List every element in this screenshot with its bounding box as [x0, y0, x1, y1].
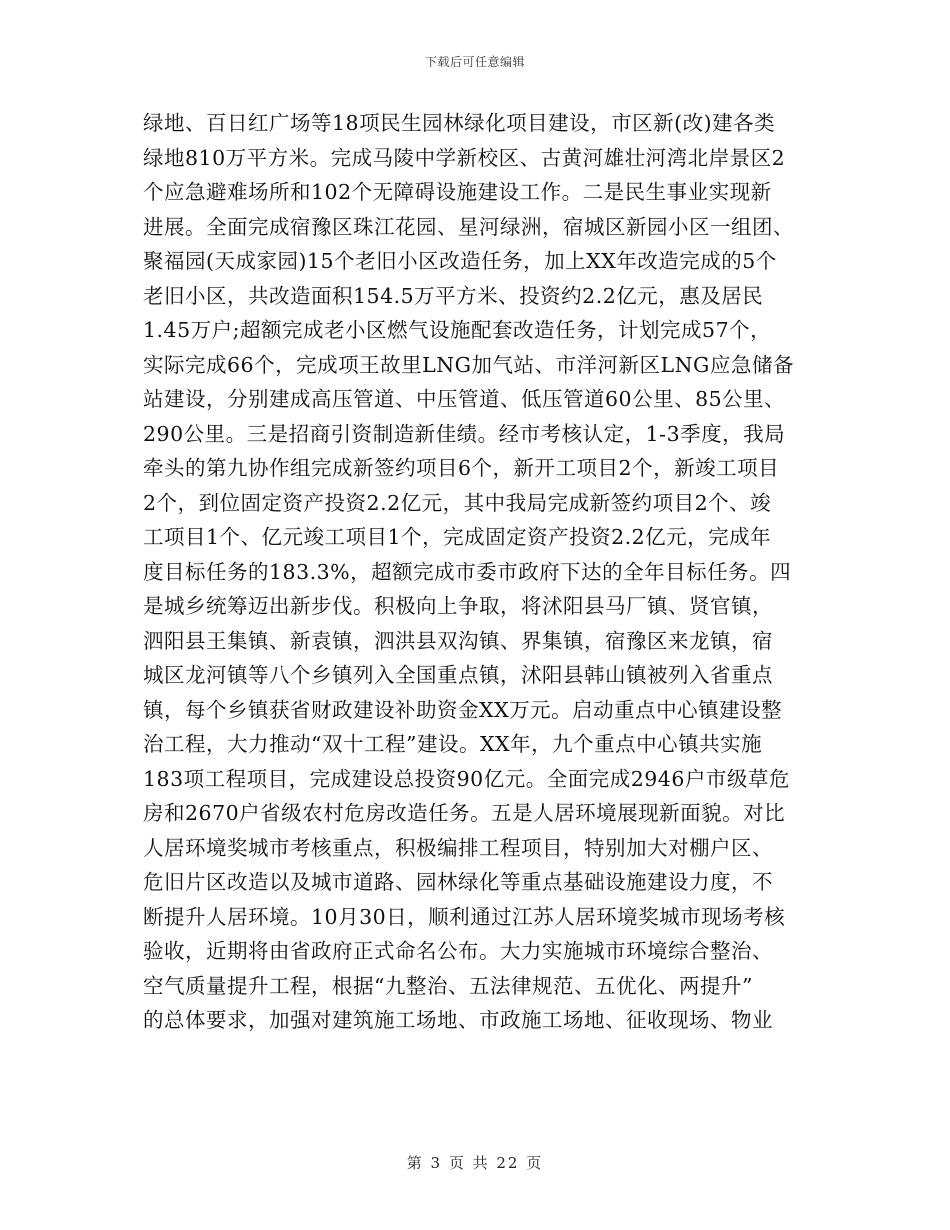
- body-line: 的总体要求，加强对建筑施工场地、市政施工场地、征收现场、物业: [143, 1008, 773, 1032]
- body-line: 站建设，分别建成高压管道、中压管道、低压管道60公里、85公里、: [143, 387, 786, 411]
- body-line: 实际完成66个，完成项王故里LNG加气站、市洋河新区LNG应急储备: [143, 352, 794, 377]
- body-line: 空气质量提升工程，根据“九整治、五法律规范、五优化、两提升”: [143, 973, 753, 998]
- page-header-note: 下载后可任意编辑: [424, 55, 525, 69]
- document-body: [143, 106, 823, 1038]
- body-line: 绿地810万平方米。完成马陵中学新校区、古黄河雄壮河湾北岸景区2: [143, 145, 786, 170]
- body-line: 验收，近期将由省政府正式命名公布。大力实施城市环境综合整治、: [143, 939, 773, 963]
- body-line: 断提升人居环境。10月30日，顺利通过江苏人居环境奖城市现场考核: [143, 904, 786, 929]
- body-line: 2个，到位固定资产投资2.2亿元，其中我局完成新签约项目2个、竣: [143, 490, 772, 515]
- page-number-footer: 第 3 页 共 22 页: [406, 1154, 544, 1172]
- body-line: 老旧小区，共改造面积154.5万平方米、投资约2.2亿元，惠及居民: [143, 283, 764, 308]
- body-line: 危旧片区改造以及城市道路、园林绿化等重点基础设施建设力度，不: [143, 870, 773, 894]
- body-line: 泗阳县王集镇、新袁镇，泗洪县双沟镇、界集镇，宿豫区来龙镇，宿: [143, 628, 773, 653]
- body-line: 290公里。三是招商引资制造新佳绩。经市考核认定，1-3季度，我局: [143, 421, 786, 446]
- body-line: 聚福园(天成家园)15个老旧小区改造任务，加上XX年改造完成的5个: [143, 249, 777, 273]
- body-line: 1.45万户;超额完成老小区燃气设施配套改造任务，计划完成57个，: [143, 318, 772, 342]
- body-line: 治工程，大力推动“双十工程”建设。XX年，九个重点中心镇共实施: [143, 732, 763, 756]
- body-line: 牵头的第九协作组完成新签约项目6个，新开工项目2个，新竣工项目: [143, 456, 780, 480]
- body-line: 绿地、百日红广场等18项民生园林绿化项目建设，市区新(改)建各类: [143, 111, 776, 135]
- body-line: 房和2670户省级农村危房改造任务。五是人居环境展现新面貌。对比: [143, 801, 786, 825]
- body-line: 城区龙河镇等八个乡镇列入全国重点镇，沭阳县韩山镇被列入省重点: [143, 663, 773, 687]
- body-line: 工项目1个、亿元竣工项目1个，完成固定资产投资2.2亿元，完成年: [143, 525, 772, 549]
- body-line: 度目标任务的183.3%，超额完成市委市政府下达的全年目标任务。四: [143, 559, 792, 584]
- body-line: 进展。全面完成宿豫区珠江花园、星河绿洲，宿城区新园小区一组团、: [143, 214, 794, 239]
- body-line: 是城乡统筹迈出新步伐。积极向上争取，将沭阳县马厂镇、贤官镇，: [143, 594, 773, 618]
- body-line: 人居环境奖城市考核重点，积极编排工程项目，特别加大对棚户区、: [143, 835, 773, 860]
- body-line: 个应急避难场所和102个无障碍设施建设工作。二是民生事业实现新: [143, 180, 772, 204]
- body-line: 183项工程项目，完成建设总投资90亿元。全面完成2946户市级草危: [143, 766, 790, 791]
- body-line: 镇，每个乡镇获省财政建设补助资金XX万元。启动重点中心镇建设整: [143, 697, 783, 722]
